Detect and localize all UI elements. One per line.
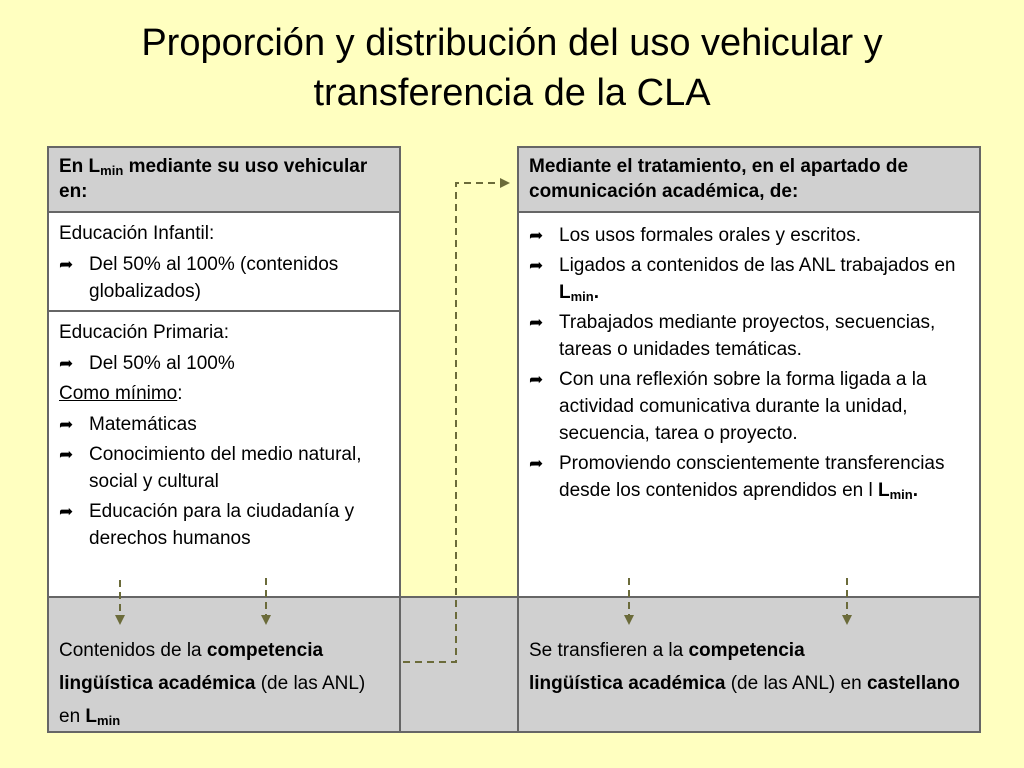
right-footer-box	[517, 596, 981, 733]
right-footer-line2	[529, 667, 969, 700]
right-footer-a: Se transfieren a la	[529, 640, 689, 661]
list-item	[59, 411, 389, 438]
page-title: Proporción y distribución del uso vehicular y transferencia de la CLA	[141, 22, 883, 114]
right-item-period: .	[912, 480, 919, 501]
right-item-sub: min	[570, 289, 594, 304]
list-item	[529, 450, 969, 504]
right-item-l: L	[559, 282, 571, 303]
right-footer-e: castellano	[866, 673, 960, 694]
curved-arrow-icon: ➦	[529, 313, 544, 332]
curved-arrow-icon: ➦	[529, 370, 544, 389]
curved-arrow-icon: ➦	[59, 415, 74, 434]
left-header	[47, 146, 401, 213]
dashed-arrow-transfer	[403, 183, 505, 662]
right-header: Mediante el tratamiento, en el apartado de comunicación académica, de:	[517, 146, 981, 213]
primaria-heading	[59, 319, 389, 346]
right-footer-d: (de las ANL) en	[725, 673, 867, 694]
curved-arrow-icon: ➦	[59, 502, 74, 521]
right-item-text: Promoviendo conscientemente transferencias desde los contenidos aprendidos en l	[559, 453, 945, 501]
left-footer-c: lingüística académica	[59, 673, 256, 694]
right-item-text: Con una reflexión sobre la forma ligada a la actividad comunicativa durante la unidad, secuencia, tarea o proyecto.	[559, 369, 927, 444]
right-body-box	[517, 211, 981, 598]
infantil-item-text: Del 50% al 100% (contenidos globalizados)	[89, 254, 339, 302]
minimo-label: Como mínimo	[59, 383, 178, 404]
right-item-text: Ligados a contenidos de las ANL trabajados en	[559, 255, 956, 276]
curved-arrow-icon: ➦	[529, 454, 544, 473]
infantil-colon: :	[209, 223, 215, 244]
minimo-colon: :	[177, 383, 183, 404]
minimo-heading	[59, 380, 389, 407]
left-header-sub: min	[100, 163, 124, 178]
list-item	[59, 350, 389, 377]
subject-text: Conocimiento del medio natural, social y cultural	[89, 444, 362, 492]
list-item	[529, 222, 969, 249]
middle-connector-box	[399, 596, 519, 733]
curved-arrow-icon: ➦	[59, 255, 74, 274]
list-item	[59, 251, 389, 305]
list-item	[59, 498, 389, 552]
right-item-sub: min	[889, 487, 913, 502]
infantil-heading	[59, 220, 389, 247]
right-item-period: .	[593, 282, 600, 303]
right-footer-b: competencia	[688, 640, 805, 661]
right-item-text: Los usos formales orales y escritos.	[559, 225, 862, 246]
primaria-label: Educación Primaria	[59, 322, 224, 343]
subject-text: Educación para la ciudadanía y derechos humanos	[89, 501, 355, 549]
left-footer-box	[47, 596, 401, 733]
right-item-l: L	[878, 480, 890, 501]
list-item	[529, 252, 969, 306]
left-footer-b: competencia	[206, 640, 324, 661]
curved-arrow-icon: ➦	[59, 354, 74, 373]
curved-arrow-icon: ➦	[529, 226, 544, 245]
right-item-text: Trabajados mediante proyectos, secuencias, tareas o unidades temáticas.	[559, 312, 936, 360]
left-infantil-box	[47, 211, 401, 312]
infantil-label: Educación Infantil	[59, 223, 209, 244]
left-footer-e: L	[85, 706, 98, 727]
right-footer-c: lingüística académica	[529, 673, 726, 694]
subject-text: Matemáticas	[89, 414, 197, 435]
left-header-text-a: En L	[59, 156, 101, 177]
curved-arrow-icon: ➦	[59, 445, 74, 464]
list-item	[59, 441, 389, 495]
list-item	[529, 309, 969, 363]
curved-arrow-icon: ➦	[529, 256, 544, 275]
list-item	[529, 366, 969, 447]
primaria-item-text: Del 50% al 100%	[89, 353, 235, 374]
left-footer-d: (de las ANL) en	[59, 673, 366, 727]
primaria-colon: :	[223, 322, 230, 343]
left-footer-sub: min	[97, 713, 121, 728]
left-footer-a: Contenidos de la	[59, 640, 207, 661]
left-primaria-box	[47, 310, 401, 598]
left-header-text-b: mediante su uso vehicular en:	[59, 156, 368, 202]
